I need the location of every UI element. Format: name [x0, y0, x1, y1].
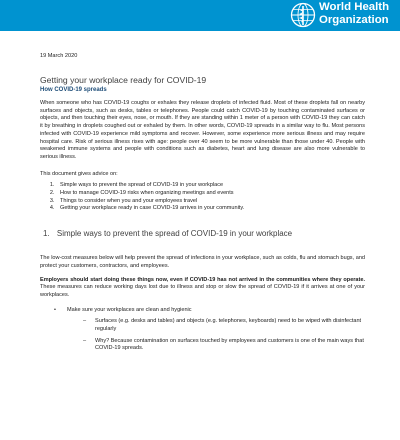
- advice-list: [40, 182, 365, 213]
- bullet-marker: •: [54, 306, 56, 313]
- organization-name: [319, 1, 389, 27]
- intro-paragraph: When someone who has COVID-19 coughs or exhales they release droplets of infected fluid. Most of these droplets fall on nearby surfaces and objects, such as desks, tables or telephones. People could catch COVID-19 by touching contaminated surfaces or objects, and then touching their eyes, nose, or mouth. If they are standing within 1 meter of a person with COVID-19 they can catch it by breathing in droplets coughed out or exhaled by them. In other words, COVID-19 spreads in a similar way to flu. Most persons infected with COVID-19 experience mild symptoms and recover. However, some experience more serious illness and may require hospital care. Risk of serious illness rises with age: people over 40 seem to be more vulnerable than those under 40. People with weakened immune systems and people with conditions such as diabetes, heart and lung disease are also more vulnerable to serious illness.: [40, 100, 365, 160]
- advice-intro: This document gives advice on:: [40, 170, 118, 177]
- sub-list: [67, 318, 365, 353]
- advice-item: 1. Simple ways to prevent the spread of COVID-19 in your workplace: [56, 182, 365, 190]
- bullet-list: [40, 307, 365, 354]
- who-emblem-icon: [290, 2, 316, 28]
- advice-item: 4. Getting your workplace ready in case COVID-19 arrives in your community.: [56, 205, 365, 213]
- sub-item: [67, 318, 365, 333]
- org-name-line2: Organization: [319, 14, 389, 26]
- document-date: 19 March 2020: [40, 53, 78, 59]
- document-subtitle: How COVID-19 spreads: [40, 87, 107, 93]
- employers-paragraph: [40, 277, 365, 300]
- section-heading: [40, 229, 365, 239]
- bullet-text: Make sure your workplaces are clean and hygienic: [67, 306, 192, 313]
- advice-item: 3. Things to consider when you and your employees travel: [56, 198, 365, 206]
- dash-marker: –: [83, 318, 87, 325]
- document-title: Getting your workplace ready for COVID-19: [40, 75, 207, 85]
- sub-item-text: Surfaces (e.g. desks and tables) and objects (e.g. telephones, keyboards) need to be wiped with disinfectant regularly: [95, 318, 362, 333]
- bullet-item: [40, 307, 365, 354]
- sub-item: [67, 338, 365, 353]
- employers-bold-text: Employers should start doing these things now, even if COVID-19 has not arrived in the communities where they operate.: [40, 276, 365, 283]
- employers-text: These measures can reduce working days lost due to illness and stop or slow the spread of COVID-19 if it arrives at one of your workplaces.: [40, 284, 365, 298]
- dash-marker: –: [83, 337, 87, 344]
- section-number: 1.: [43, 229, 50, 239]
- advice-item: 2. How to manage COVID-19 risks when organizing meetings and events: [56, 190, 365, 198]
- section-title: Simple ways to prevent the spread of COVID-19 in your workplace: [56, 229, 293, 239]
- section-paragraph: The low-cost measures below will help prevent the spread of infections in your workplace, such as colds, flu and stomach bugs, and protect your customers, contractors, and employees.: [40, 255, 365, 269]
- document-body: [40, 31, 365, 353]
- header-banner: [0, 0, 400, 31]
- sub-item-text: Why? Because contamination on surfaces touched by employees and customers is one of the main ways that COVID-19 spreads.: [95, 337, 364, 352]
- org-name-line1: World Health: [319, 1, 390, 13]
